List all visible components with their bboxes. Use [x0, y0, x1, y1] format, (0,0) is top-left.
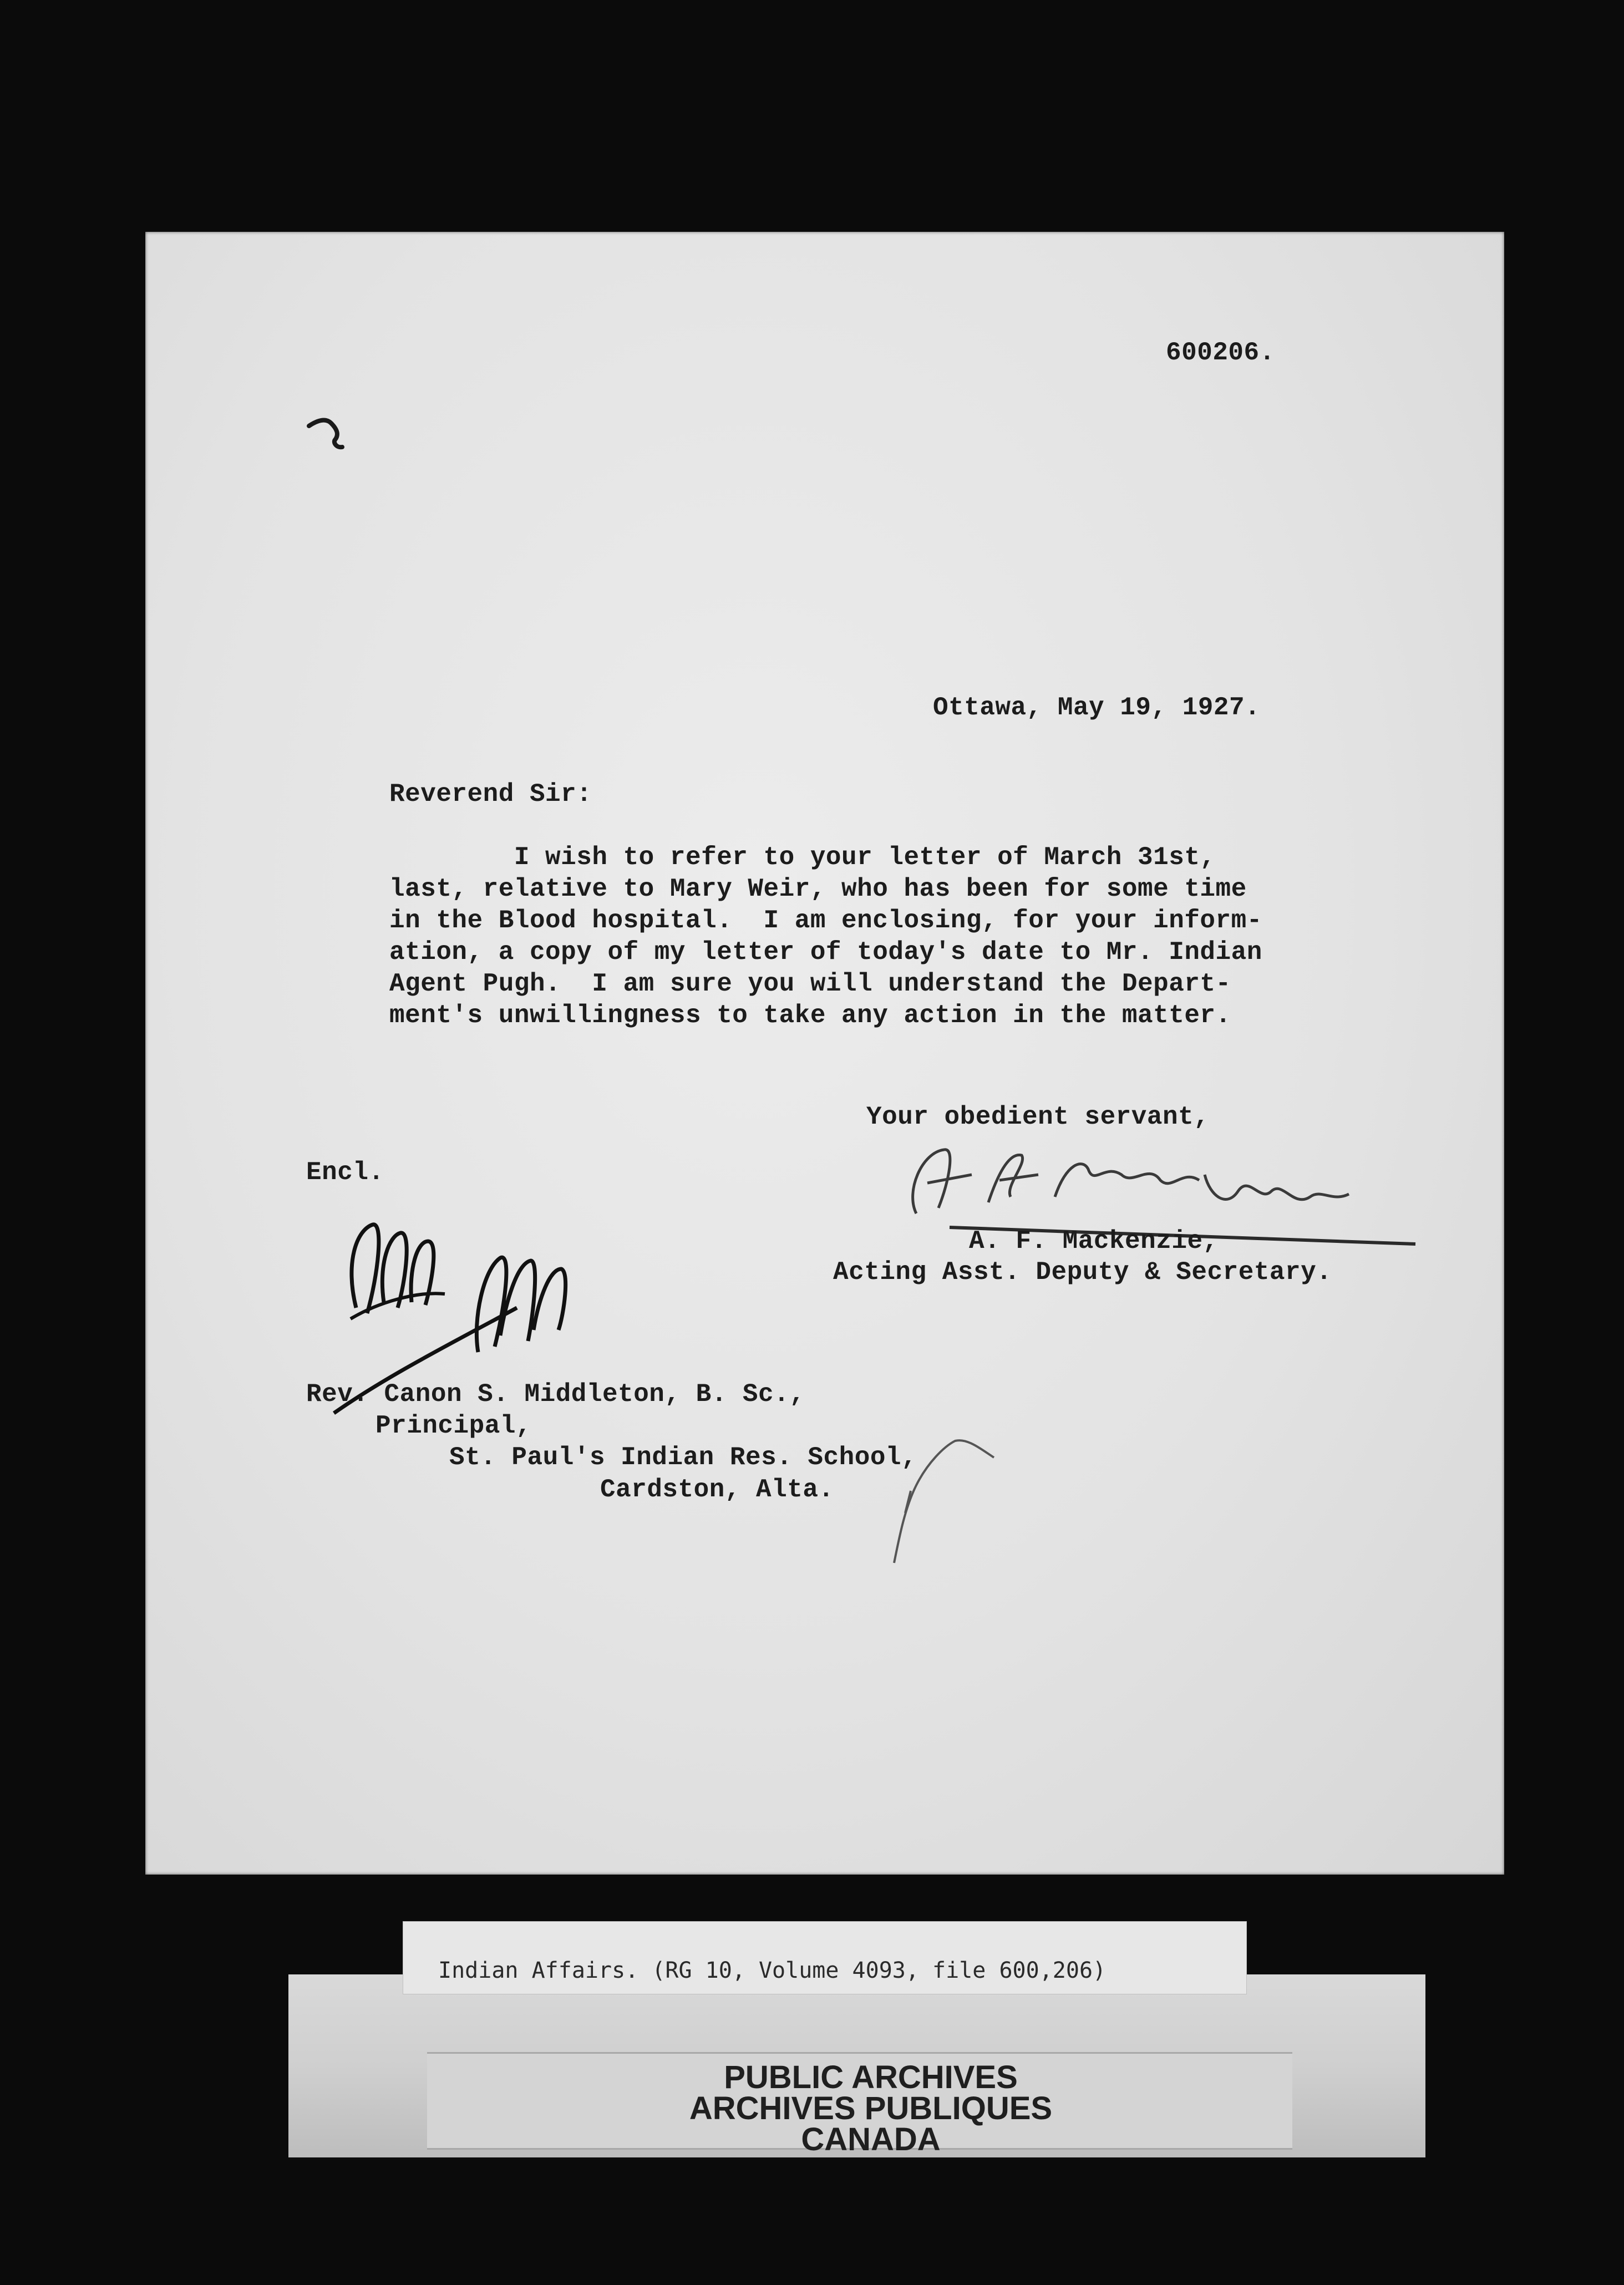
- address-line: St. Paul's Indian Res. School,: [449, 1443, 917, 1472]
- pencil-check-mark: [883, 1424, 1011, 1568]
- signer-title: Acting Asst. Deputy & Secretary.: [833, 1258, 1332, 1287]
- body-line: ment's unwillingness to take any action in the matter.: [389, 1001, 1231, 1030]
- enclosure-note: Encl.: [306, 1158, 384, 1187]
- date-line: Ottawa, May 19, 1927.: [933, 693, 1261, 722]
- body-line: Agent Pugh. I am sure you will understand the Depart-: [389, 969, 1231, 998]
- address-line: Cardston, Alta.: [600, 1475, 834, 1504]
- closing: Your obedient servant,: [866, 1103, 1210, 1131]
- ink-mark: [306, 409, 356, 454]
- letter-body: [389, 842, 1443, 1032]
- body-line: in the Blood hospital. I am enclosing, for your inform-: [389, 906, 1262, 935]
- address-line: Principal,: [375, 1411, 532, 1440]
- body-line: ation, a copy of my letter of today's date to Mr. Indian: [389, 938, 1262, 967]
- stamp-line: CANADA: [801, 2121, 941, 2157]
- signer-name: A. F. Mackenzie,: [969, 1227, 1219, 1256]
- address-line: Rev. Canon S. Middleton, B. Sc.,: [306, 1380, 805, 1409]
- body-line: last, relative to Mary Weir, who has been for some time: [389, 875, 1247, 903]
- archive-reference: Indian Affairs. (RG 10, Volume 4093, file 600,206): [438, 1958, 1107, 1983]
- stamp-line: PUBLIC ARCHIVES: [724, 2059, 1018, 2095]
- letter-sheet: [145, 232, 1504, 1875]
- stamp-line: ARCHIVES PUBLIQUES: [689, 2090, 1053, 2126]
- file-number: 600206.: [1166, 338, 1275, 367]
- salutation: Reverend Sir:: [389, 780, 592, 809]
- archive-stamp: [566, 2059, 1176, 2157]
- body-line: I wish to refer to your letter of March 31st,: [389, 843, 1216, 872]
